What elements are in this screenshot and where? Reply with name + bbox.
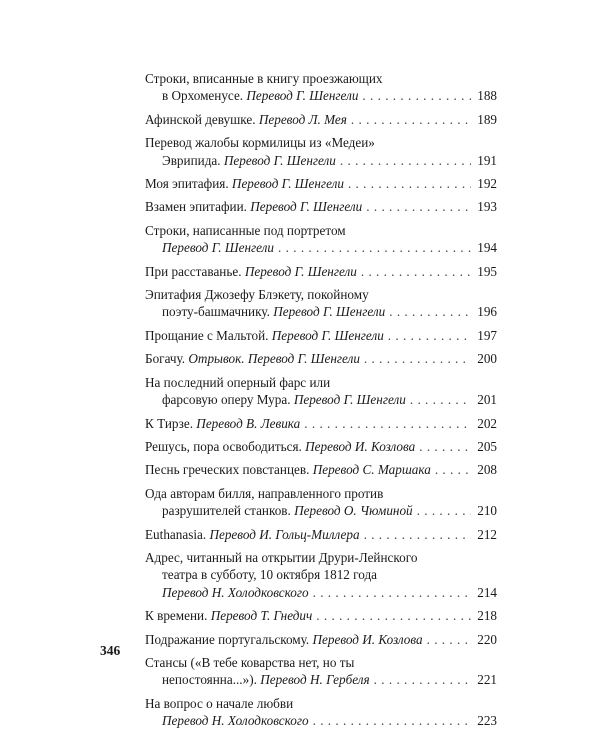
toc-entry-title: разрушителей станков. — [162, 503, 291, 519]
toc-entry-title: Взамен эпитафии. — [145, 199, 247, 215]
toc-entry-page: 196 — [477, 304, 497, 320]
toc-entry-final-line — [145, 175, 497, 192]
toc-entry-final-line — [145, 671, 497, 688]
toc-entry-text — [162, 303, 385, 320]
dot-leader — [364, 350, 471, 367]
toc-entry — [145, 134, 497, 169]
toc-entry-title-line: Ода авторам билля, направленного против — [145, 485, 384, 501]
dot-leader — [410, 391, 471, 408]
toc-entry-final-line — [145, 631, 497, 648]
page-number: 346 — [100, 643, 121, 658]
toc-entry-translator: Перевод О. Чюминой — [294, 503, 413, 519]
toc-entry-translator: Перевод Н. Холодковского — [162, 584, 309, 600]
toc-entry — [145, 111, 497, 128]
toc-entry-title-line: На последний оперный фарс или — [145, 374, 331, 390]
toc-entry-title-line: Перевод жалобы кормилицы из «Медеи» — [145, 135, 375, 151]
toc-entry-final-line — [145, 111, 497, 128]
toc-entry-text — [162, 239, 274, 256]
toc-entry — [145, 549, 497, 601]
toc-entry-page: 221 — [477, 672, 497, 688]
toc-entry-page: 208 — [477, 462, 497, 478]
toc-entry — [145, 607, 497, 624]
toc-entry-text — [145, 350, 360, 367]
toc-entry-title-line: театра в субботу, 10 октября 1812 года — [162, 567, 378, 583]
toc-entry-final-line — [145, 327, 497, 344]
toc-entry-final-line — [145, 198, 497, 215]
dot-leader — [351, 111, 471, 128]
toc-entry-text — [162, 502, 413, 519]
toc-entry-translator: Перевод Г. Шенгели — [250, 199, 363, 215]
toc-entry-title: Эврипида. — [162, 152, 221, 168]
toc-entry — [145, 695, 497, 730]
dot-leader — [361, 263, 471, 280]
toc-entry-translator: Перевод Г. Шенгели — [271, 327, 384, 343]
toc-entry-page: 202 — [477, 415, 497, 431]
toc-entry-translator: Перевод Г. Шенгели — [273, 304, 386, 320]
dot-leader — [313, 712, 471, 729]
toc-entry-title: Моя эпитафия. — [145, 176, 229, 192]
toc-entry-text — [145, 327, 384, 344]
toc-entry-page: 214 — [477, 584, 497, 600]
toc-entry-title: Подражание португальскому. — [145, 631, 310, 647]
dot-leader — [304, 415, 471, 432]
dot-leader — [374, 671, 471, 688]
toc-entry-title: Euthanasia. — [145, 526, 207, 542]
toc-entry-final-line — [145, 239, 497, 256]
toc-entry-title-line: Строки, написанные под портретом — [145, 222, 346, 238]
toc-entry-title: непостоянна...»). — [162, 672, 257, 688]
toc-entry-text — [145, 631, 423, 648]
dot-leader — [419, 438, 471, 455]
toc-entry-final-line — [145, 607, 497, 624]
toc-entry — [145, 526, 497, 543]
toc-entry-translator: Перевод Н. Холодковского — [162, 713, 309, 729]
toc-entry-title: фарсовую оперу Мура. — [162, 392, 291, 408]
toc-entry-text — [162, 391, 406, 408]
dot-leader — [278, 239, 471, 256]
toc-entry-translator: Перевод Г. Шенгели — [223, 152, 336, 168]
toc-entry-page: 210 — [477, 503, 497, 519]
dot-leader — [364, 526, 471, 543]
toc-entry-translator: Перевод Г. Шенгели — [162, 240, 275, 256]
toc-entry-page: 188 — [477, 88, 497, 104]
toc-entry-text — [145, 175, 344, 192]
toc-entry-page: 212 — [477, 526, 497, 542]
toc-entry — [145, 198, 497, 215]
toc-entry-text — [145, 198, 362, 215]
toc-entry-title: При расставанье. — [145, 263, 242, 279]
toc-entry-final-line — [145, 712, 497, 729]
toc-entry — [145, 286, 497, 321]
toc-entry-final-line — [145, 461, 497, 478]
toc-entry-title: поэту-башмачнику. — [162, 304, 270, 320]
toc-entry-title-line: Адрес, читанный на открытии Друри-Лейнского — [145, 549, 418, 565]
toc-entry-page: 201 — [477, 392, 497, 408]
toc-entry-title: Песнь греческих повстанцев. — [145, 462, 310, 478]
toc-entry-page: 205 — [477, 438, 497, 454]
toc-entry-text — [145, 438, 415, 455]
toc-entry-title-line: Стансы («В тебе коварства нет, но ты — [145, 654, 355, 670]
toc-entry-final-line — [145, 263, 497, 280]
toc-entry-translator: Перевод В. Левика — [196, 415, 301, 431]
toc-entry-page: 191 — [477, 152, 497, 168]
toc-entry-translator: Перевод Г. Шенгели — [231, 176, 344, 192]
toc-entry-text — [145, 415, 300, 432]
toc-entry-title-line: Эпитафия Джозефу Блэкету, покойному — [145, 287, 369, 303]
toc-entry-text — [162, 712, 309, 729]
dot-leader — [348, 175, 471, 192]
toc-entry-page: 193 — [477, 199, 497, 215]
toc-entry — [145, 631, 497, 648]
toc-entry — [145, 461, 497, 478]
toc-entry-translator: Отрывок. Перевод Г. Шенгели — [188, 351, 360, 367]
toc-entry-text — [145, 607, 312, 624]
toc-entry-final-line — [145, 152, 497, 169]
toc-entry-final-line — [145, 415, 497, 432]
toc-entry — [145, 327, 497, 344]
toc-entry-title: К времени. — [145, 608, 208, 624]
toc-entry — [145, 415, 497, 432]
toc-entry-title: Прощание с Мальтой. — [145, 327, 269, 343]
toc-entry-page: 200 — [477, 351, 497, 367]
dot-leader — [427, 631, 471, 648]
toc-entry-final-line — [145, 87, 497, 104]
toc-entry-text — [162, 152, 336, 169]
toc-entry-text — [145, 263, 357, 280]
dot-leader — [313, 584, 471, 601]
toc-entry-title-line: На вопрос о начале любви — [145, 695, 294, 711]
toc-entry — [145, 263, 497, 280]
toc-entry-page: 223 — [477, 713, 497, 729]
dot-leader — [366, 198, 471, 215]
toc-entry-text — [162, 87, 358, 104]
toc-entry-translator: Перевод И. Козлова — [312, 631, 423, 647]
dot-leader — [435, 461, 471, 478]
dot-leader — [388, 327, 471, 344]
toc-entry-translator: Перевод Г. Шенгели — [244, 263, 357, 279]
dot-leader — [316, 607, 471, 624]
toc-entry-final-line — [145, 350, 497, 367]
toc-entry-page: 189 — [477, 111, 497, 127]
toc-entry-translator: Перевод Т. Гнедич — [210, 608, 313, 624]
toc-entry-translator: Перевод Н. Гербеля — [260, 672, 370, 688]
toc-entry-text — [145, 111, 347, 128]
toc-entry-title: Решусь, пора освободиться. — [145, 438, 302, 454]
toc-entry-translator: Перевод И. Козлова — [305, 438, 416, 454]
toc-entry-title-line: Строки, вписанные в книгу проезжающих — [145, 71, 383, 86]
dot-leader — [362, 87, 471, 104]
toc-entry-translator: Перевод Г. Шенгели — [246, 88, 359, 104]
toc-entry-text — [145, 461, 431, 478]
toc-entry-page: 218 — [477, 608, 497, 624]
toc-entry — [145, 374, 497, 409]
toc-entry-title: в Орхоменусе. — [162, 88, 244, 104]
toc-entry-text — [162, 671, 370, 688]
toc-entry — [145, 654, 497, 689]
toc-entry-translator: Перевод Г. Шенгели — [293, 392, 406, 408]
toc-entry-page: 194 — [477, 240, 497, 256]
toc-entry-page: 195 — [477, 263, 497, 279]
toc-entry-title: К Тирзе. — [145, 415, 193, 431]
toc-entry-page: 197 — [477, 327, 497, 343]
toc-entry — [145, 175, 497, 192]
toc-entry-text — [145, 526, 360, 543]
toc-entry-final-line — [145, 303, 497, 320]
toc-entry — [145, 438, 497, 455]
toc-entry — [145, 222, 497, 257]
toc-entry-final-line — [145, 584, 497, 601]
toc-entry-final-line — [145, 438, 497, 455]
toc-entry-title: Богачу. — [145, 351, 186, 367]
dot-leader — [417, 502, 471, 519]
toc-entry-translator: Перевод Л. Мея — [258, 111, 347, 127]
table-of-contents — [145, 70, 497, 730]
toc-entry-final-line — [145, 526, 497, 543]
toc-entry-translator: Перевод С. Маршака — [312, 462, 431, 478]
toc-entry-page: 220 — [477, 631, 497, 647]
toc-entry-final-line — [145, 391, 497, 408]
toc-entry — [145, 350, 497, 367]
toc-entry-final-line — [145, 502, 497, 519]
toc-entry-translator: Перевод И. Гольц-Миллера — [209, 526, 360, 542]
dot-leader — [340, 152, 471, 169]
toc-entry-title: Афинской девушке. — [145, 111, 256, 127]
toc-entry-text — [162, 584, 309, 601]
dot-leader — [389, 303, 471, 320]
toc-entry — [145, 485, 497, 520]
toc-entry — [145, 70, 497, 105]
toc-entry-page: 192 — [477, 176, 497, 192]
